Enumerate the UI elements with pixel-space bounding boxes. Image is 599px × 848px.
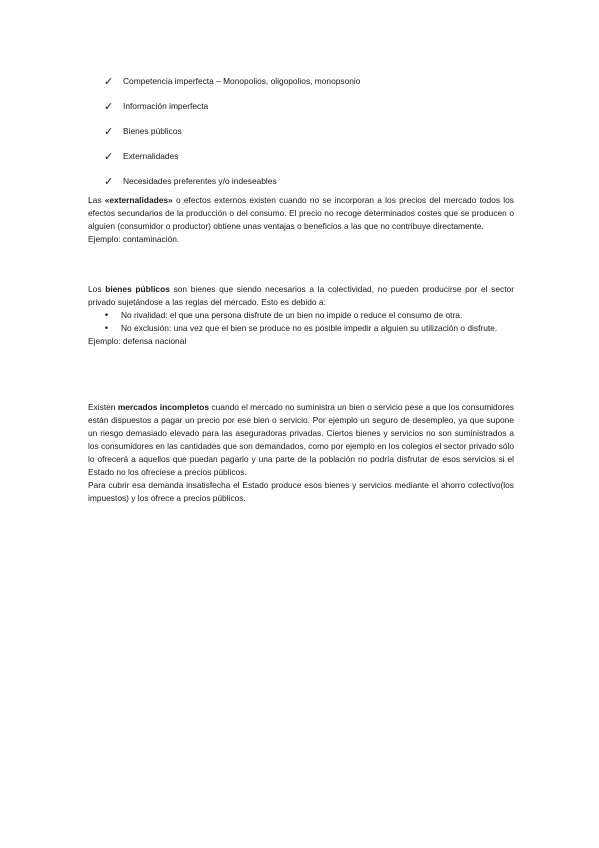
- bienes-publicos-bullets: [88, 309, 514, 335]
- bullet-icon: •: [104, 310, 109, 320]
- mercados-incompletos-term: mercados incompletos: [117, 402, 210, 412]
- externalidades-paragraph: Las «externalidades» o efectos externos existen cuando no se incorporan a los precios del mercado todos los efectos secundarios de la producción o del consumo. El precio no recoge determinados costes que se producen o alguien (consumidor o productor) obtiene unas ventajas o beneficios a las que no contribuye directamente.: [88, 195, 514, 231]
- checklist-item-text: Competencia imperfecta – Monopolios, oligopolios, monopsonio: [123, 76, 361, 86]
- externalidades-term: «externalidades»: [104, 195, 173, 205]
- check-icon: ✓: [104, 100, 114, 113]
- checklist-item-text: Externalidades: [123, 151, 179, 161]
- checklist-item: [104, 94, 524, 119]
- market-failures-checklist: [104, 69, 524, 194]
- checklist-item: [104, 119, 524, 144]
- externalidades-example: Ejemplo: contaminación.: [88, 234, 180, 244]
- checklist-item: [104, 169, 524, 194]
- bullet-item: • No rivalidad: el que una persona disfrute de un bien no impide o reduce el consumo de otra.: [104, 310, 463, 320]
- mercados-incompletos-paragraph: Existen mercados incompletos cuando el mercado no suministra un bien o servicio pese a que los consumidores están dispuestos a pagar un precio por ese bien o servicio. Por ejemplo un seguro de desempleo, ya que supone un riesgo demasiado elevado para las aseguradoras privadas. Ciertos bienes y servicios no son suministrados a los consumidores en las cantidades que son demandados, como por ejemplo en los colegios el sector privado sólo lo ofrecerá a aquellos que puedan pagarlo y una parte de la población no podría disfrutar de esos servicios si el Estado no los ofreciese a precios públicos.: [88, 402, 514, 477]
- externalidades-section: [88, 194, 514, 246]
- check-icon: ✓: [104, 150, 114, 163]
- bienes-publicos-example: Ejemplo: defensa nacional: [88, 336, 187, 346]
- mercados-incompletos-conclusion: Para cubrir esa demanda insatisfecha el Estado produce esos bienes y servicios mediante el ahorro colectivo(los impuestos) y los ofrece a precios públicos.: [88, 480, 514, 503]
- checklist-item-text: Bienes públicos: [123, 126, 182, 136]
- bienes-publicos-paragraph: Los bienes públicos son bienes que siendo necesarios a la colectividad, no pueden producirse por el sector privado sujetándose a las reglas del mercado. Esto es debido a:: [88, 284, 514, 307]
- bullet-icon: •: [104, 323, 109, 333]
- bullet-item: • No exclusión: una vez que el bien se produce no es posible impedir a alguien su utilización o disfrute.: [104, 323, 498, 333]
- bienes-publicos-section: [88, 283, 514, 348]
- checklist-item-text: Información imperfecta: [123, 101, 209, 111]
- checklist-item: [104, 69, 524, 94]
- bienes-publicos-term: bienes públicos: [105, 284, 170, 294]
- mercados-incompletos-section: [88, 401, 514, 505]
- checklist-item: [104, 144, 524, 169]
- check-icon: ✓: [104, 125, 114, 138]
- check-icon: ✓: [104, 75, 114, 88]
- checklist-item-text: Necesidades preferentes y/o indeseables: [123, 176, 277, 186]
- check-icon: ✓: [104, 175, 114, 188]
